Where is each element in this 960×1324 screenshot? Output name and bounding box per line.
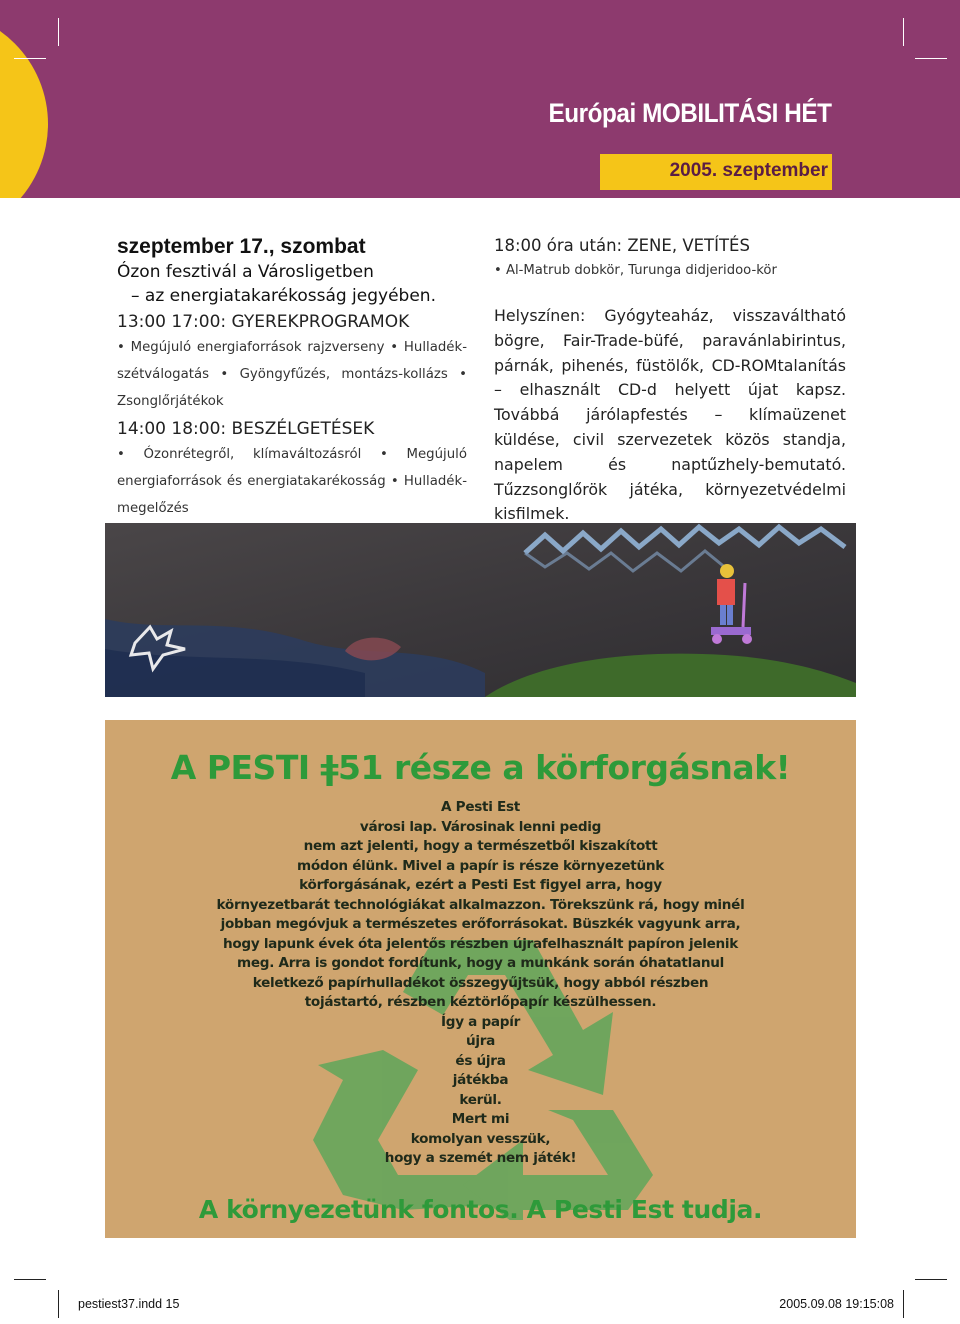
crop-mark bbox=[903, 18, 904, 46]
print-slug-file: pestiest37.indd 15 bbox=[78, 1297, 180, 1311]
venue-description: Helyszínen: Gyógyteaház, visszaváltható bögre, Fair-Trade-büfé, paravánlabirintus, párnák, pihenés, füstölők, CD-ROMtalanítás – elhasznált CD-d helyett újat kapsz. Továbbá járólapfestés – klímaüzenet küldése, civil szervezetek közös standja, napelem és naptűzhely-bemutató. Tűzzsonglőrök játéka, környezetvédelmi kisfilmek. bbox=[494, 306, 846, 524]
date-badge: 2005. szeptember bbox=[600, 154, 832, 190]
ad-body-text bbox=[105, 798, 856, 1169]
crop-mark bbox=[915, 58, 947, 59]
ad-body-line: keletkező papírhulladékot összegyűjtsük, hogy abból részben bbox=[252, 974, 709, 991]
crop-mark bbox=[58, 1290, 59, 1318]
crop-mark bbox=[915, 1279, 947, 1280]
ad-body-line: hogy a szemét nem játék! bbox=[384, 1150, 577, 1166]
pesti-est-advertisement bbox=[105, 720, 856, 1238]
ad-body-line: nem azt jelenti, hogy a természetből kiszakított bbox=[303, 838, 658, 854]
schedule-right-column bbox=[494, 234, 846, 527]
chalk-drawing-photo bbox=[105, 523, 856, 697]
program-block-heading: 13:00 17:00: GYEREKPROGRAMOK bbox=[117, 312, 410, 332]
ad-body-line: komolyan vesszük, bbox=[410, 1130, 551, 1147]
program-block-body: • Ózonrétegről, klímaváltozásról • Megújuló energiaforrások és energiatakarékosság • Hulladék-megelőzés bbox=[117, 447, 467, 516]
day-heading: szeptember 17., szombat bbox=[117, 235, 366, 258]
ad-body-line: környezetbarát technológiákat alkalmazzon. Törekszünk rá, hogy minél bbox=[216, 896, 745, 913]
ad-body-line: A Pesti Est bbox=[441, 799, 520, 815]
ad-body-line: és újra bbox=[455, 1052, 506, 1069]
ad-body-line: Mert mi bbox=[451, 1111, 510, 1127]
ad-body-line: városi lap. Városinak lenni pedig bbox=[359, 818, 602, 835]
crop-mark bbox=[903, 1290, 904, 1318]
crop-mark bbox=[14, 1279, 46, 1280]
program-block-heading: 14:00 18:00: BESZÉLGETÉSEK bbox=[117, 419, 375, 439]
ad-body-line: tojástartó, részben kéztörlőpapír készülhessen. bbox=[304, 994, 657, 1010]
program-block-body: • Megújuló energiaforrások rajzverseny • Hulladék-szétválogatás • Gyöngyfűzés, montázs-kollázs • Zsonglőrjátékok bbox=[117, 340, 467, 409]
evening-heading: 18:00 óra után: ZENE, VETÍTÉS bbox=[494, 236, 750, 255]
ad-body-line: játékba bbox=[452, 1072, 509, 1088]
ad-body-line: körforgásának, ezért a Pesti Est figyel arra, hogy bbox=[299, 877, 662, 893]
ad-footer: A környezetünk fontos. A Pesti Est tudja. bbox=[198, 1195, 763, 1224]
ad-body-line: újra bbox=[465, 1033, 495, 1049]
page-title: Európai MOBILITÁSI HÉT bbox=[548, 98, 832, 128]
yellow-disc-decoration bbox=[0, 10, 48, 198]
crop-mark bbox=[14, 58, 46, 59]
print-slug-timestamp: 2005.09.08 19:15:08 bbox=[779, 1297, 894, 1311]
schedule-left-column bbox=[117, 234, 467, 522]
evening-acts: • Al-Matrub dobkör, Turunga didjeridoo-kör bbox=[494, 263, 777, 278]
ad-headline: A PESTI ǂ51 része a körforgásnak! bbox=[170, 748, 791, 787]
crop-mark bbox=[58, 18, 59, 46]
ad-body-line: hogy lapunk évek óta jelentős részben újrafelhasznált papíron jelenik bbox=[222, 935, 739, 952]
ad-body-line: kerül. bbox=[459, 1091, 502, 1108]
ad-body-line: Így a papír bbox=[441, 1013, 520, 1030]
event-subtitle: – az energiatakarékosság jegyében. bbox=[131, 286, 436, 306]
event-title: Ózon fesztivál a Városligetben bbox=[117, 262, 374, 282]
header-band bbox=[0, 0, 960, 198]
ad-body-line: meg. Arra is gondot fordítunk, hogy a munkánk során óhatatlanul bbox=[237, 955, 724, 971]
ad-body-line: jobban megóvjuk a természetes erőforrásokat. Büszkék vagyunk arra, bbox=[220, 916, 741, 932]
ad-body-line: módon élünk. Mivel a papír is része környezetünk bbox=[297, 857, 664, 874]
